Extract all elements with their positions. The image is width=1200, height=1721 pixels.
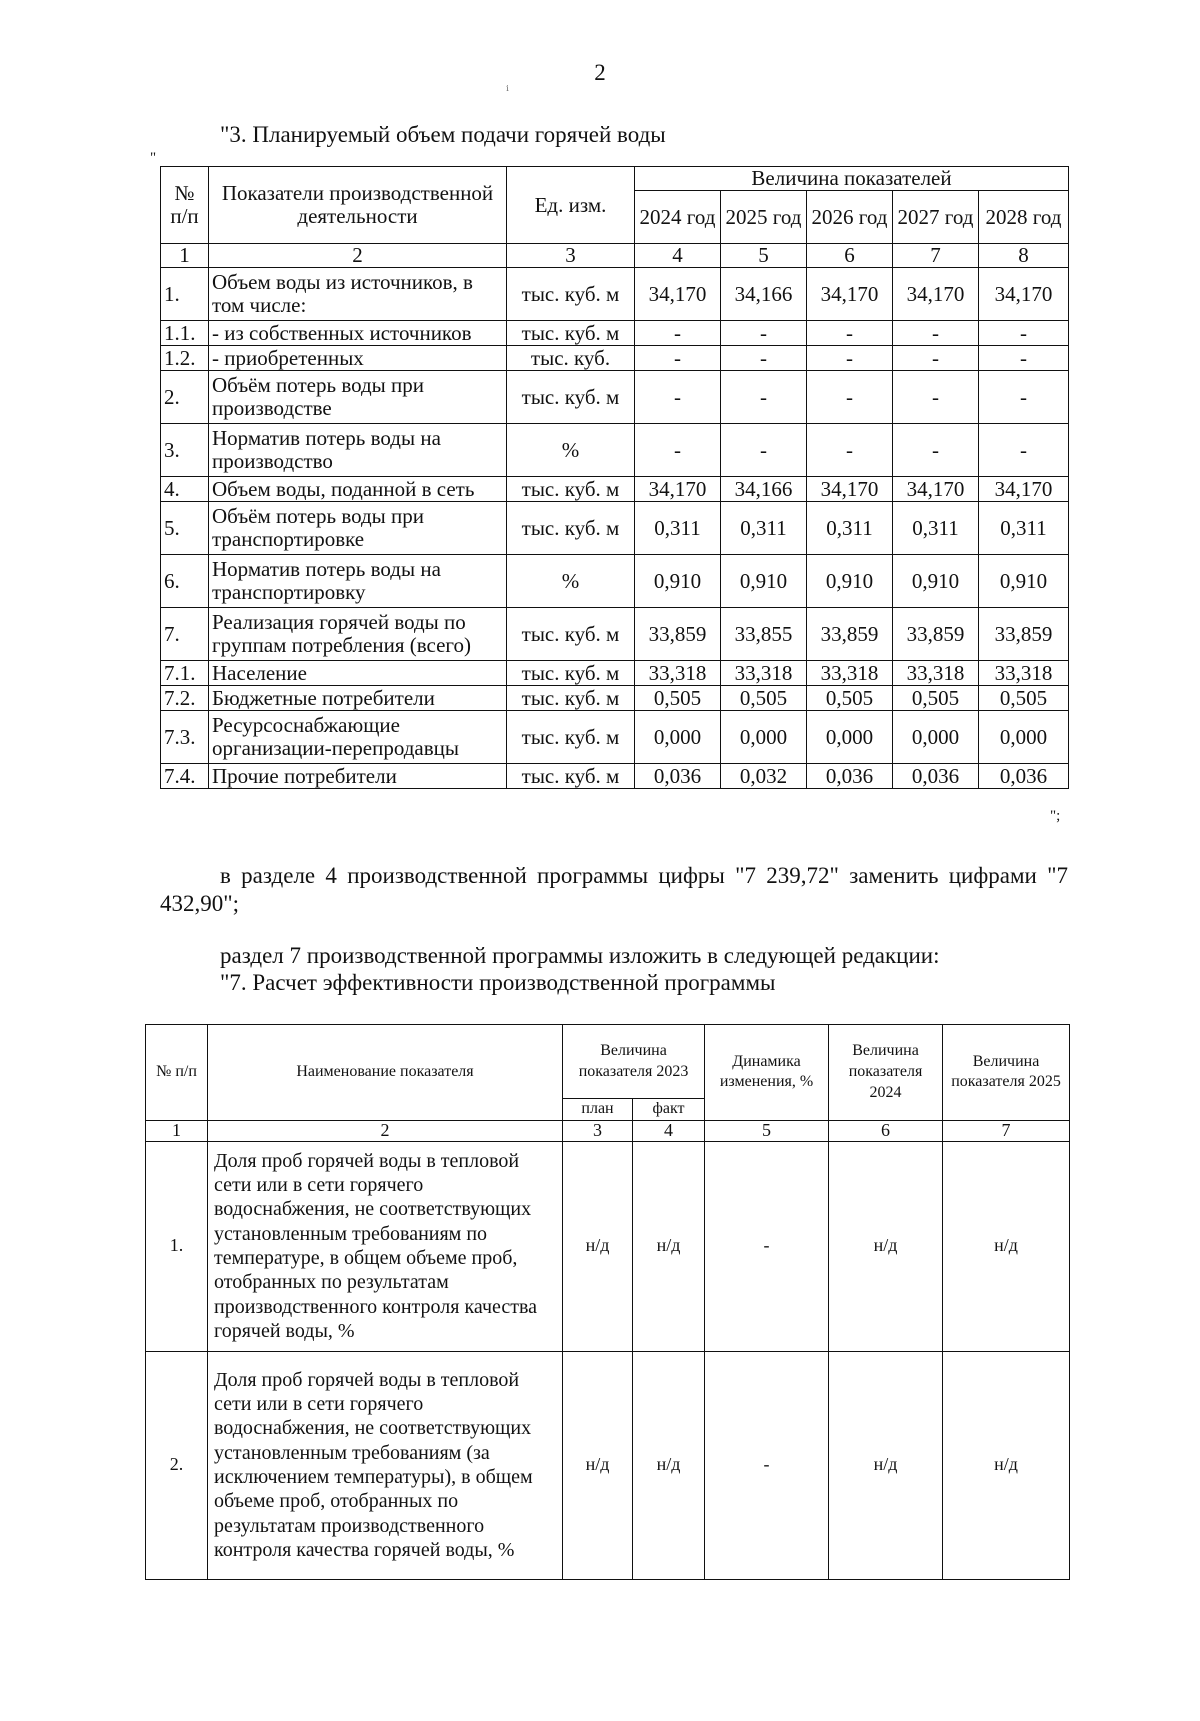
row-value: - bbox=[979, 424, 1069, 477]
col-number: 3 bbox=[507, 244, 635, 268]
row-num: 1. bbox=[161, 268, 209, 321]
row-num: 5. bbox=[161, 502, 209, 555]
table-row bbox=[161, 502, 1069, 555]
header-year: 2025 год bbox=[721, 191, 807, 244]
row-value: 0,000 bbox=[721, 711, 807, 764]
row-name: Население bbox=[209, 661, 507, 686]
row-value: - bbox=[807, 321, 893, 346]
stray-mark: ⁱ bbox=[506, 84, 510, 100]
row-unit: тыс. куб. м bbox=[507, 661, 635, 686]
row-value: 0,000 bbox=[893, 711, 979, 764]
col-number: 1 bbox=[161, 244, 209, 268]
col-number: 7 bbox=[893, 244, 979, 268]
header-num: № п/п bbox=[146, 1025, 208, 1121]
row-value: 0,505 bbox=[721, 686, 807, 711]
row-num: 3. bbox=[161, 424, 209, 477]
row-value: 34,170 bbox=[893, 268, 979, 321]
table-row bbox=[161, 477, 1069, 502]
col-number: 2 bbox=[209, 244, 507, 268]
header-year: 2024 год bbox=[635, 191, 721, 244]
row-value: 0,000 bbox=[979, 711, 1069, 764]
row-value: 0,036 bbox=[893, 764, 979, 789]
row-value: 0,000 bbox=[807, 711, 893, 764]
row-value: 0,910 bbox=[721, 555, 807, 608]
header-fact: факт bbox=[633, 1099, 705, 1121]
row-num: 1. bbox=[146, 1141, 208, 1351]
paragraph-section7-intro: раздел 7 производственной программы изложить в следующей редакции: bbox=[220, 943, 940, 968]
row-name: Доля проб горячей воды в тепловой сети или в сети горячего водоснабжения, не соответствующих установленным требованиям по температуре, в общем объеме проб, отобранных по результатам производственного контроля качества горячей воды, % bbox=[208, 1141, 563, 1351]
row-plan: н/д bbox=[563, 1351, 633, 1579]
row-value: 34,166 bbox=[721, 477, 807, 502]
row-fact: н/д bbox=[633, 1351, 705, 1579]
row-fact: н/д bbox=[633, 1141, 705, 1351]
row-name: Прочие потребители bbox=[209, 764, 507, 789]
row-value: 33,859 bbox=[979, 608, 1069, 661]
row-value: 0,910 bbox=[979, 555, 1069, 608]
col-number: 1 bbox=[146, 1120, 208, 1141]
header-dynamics: Динамика изменения, % bbox=[705, 1025, 829, 1121]
row-value: - bbox=[807, 371, 893, 424]
row-value: - bbox=[721, 321, 807, 346]
col-number: 4 bbox=[635, 244, 721, 268]
row-value: - bbox=[893, 424, 979, 477]
row-dynamics: - bbox=[705, 1351, 829, 1579]
row-value: 0,910 bbox=[807, 555, 893, 608]
row-value-2024: н/д bbox=[829, 1351, 943, 1579]
row-value-2024: н/д bbox=[829, 1141, 943, 1351]
section7-title: "7. Расчет эффективности производственной программы bbox=[220, 970, 776, 995]
row-value: 33,318 bbox=[721, 661, 807, 686]
row-unit: % bbox=[507, 555, 635, 608]
col-number: 6 bbox=[807, 244, 893, 268]
row-num: 6. bbox=[161, 555, 209, 608]
row-unit: тыс. куб. м bbox=[507, 711, 635, 764]
table-row bbox=[161, 346, 1069, 371]
row-value: - bbox=[893, 321, 979, 346]
header-value-2024: Величина показателя 2024 bbox=[829, 1025, 943, 1121]
row-value: - bbox=[893, 346, 979, 371]
row-value: 33,859 bbox=[893, 608, 979, 661]
row-value: - bbox=[979, 321, 1069, 346]
row-value: 34,166 bbox=[721, 268, 807, 321]
row-value: 0,311 bbox=[893, 502, 979, 555]
table-row bbox=[146, 1351, 1070, 1579]
row-value: - bbox=[635, 346, 721, 371]
row-name: - из собственных источников bbox=[209, 321, 507, 346]
row-value: - bbox=[979, 371, 1069, 424]
header-num: № п/п bbox=[161, 167, 209, 244]
row-value: 0,000 bbox=[635, 711, 721, 764]
row-num: 7.3. bbox=[161, 711, 209, 764]
row-value: - bbox=[721, 371, 807, 424]
row-value: - bbox=[893, 371, 979, 424]
row-name: Реализация горячей воды по группам потребления (всего) bbox=[209, 608, 507, 661]
header-year: 2028 год bbox=[979, 191, 1069, 244]
row-num: 7. bbox=[161, 608, 209, 661]
row-unit: тыс. куб. м bbox=[507, 502, 635, 555]
row-name: Ресурсоснабжающие организации-перепродавцы bbox=[209, 711, 507, 764]
row-unit: % bbox=[507, 424, 635, 477]
header-plan: план bbox=[563, 1099, 633, 1121]
row-value: 33,855 bbox=[721, 608, 807, 661]
row-num: 7.4. bbox=[161, 764, 209, 789]
table-row bbox=[161, 661, 1069, 686]
row-value: 0,505 bbox=[893, 686, 979, 711]
row-name: Норматив потерь воды на транспортировку bbox=[209, 555, 507, 608]
col-number: 5 bbox=[721, 244, 807, 268]
table-row bbox=[161, 555, 1069, 608]
row-name: Объём потерь воды при транспортировке bbox=[209, 502, 507, 555]
row-value: 34,170 bbox=[635, 268, 721, 321]
row-name: Доля проб горячей воды в тепловой сети или в сети горячего водоснабжения, не соответствующих установленным требованиям (за исключением температуры), в общем объеме проб, отобранных по результатам производственного контроля качества горячей воды, % bbox=[208, 1351, 563, 1579]
header-indicator: Показатели производственной деятельности bbox=[209, 167, 507, 244]
row-value: 33,318 bbox=[807, 661, 893, 686]
row-value: 34,170 bbox=[893, 477, 979, 502]
col-number: 7 bbox=[943, 1120, 1070, 1141]
row-value: - bbox=[979, 346, 1069, 371]
row-value: - bbox=[807, 424, 893, 477]
row-value: 0,910 bbox=[893, 555, 979, 608]
row-num: 2. bbox=[146, 1351, 208, 1579]
row-value: 0,311 bbox=[807, 502, 893, 555]
row-value: 0,910 bbox=[635, 555, 721, 608]
table-row bbox=[161, 371, 1069, 424]
row-value: 0,036 bbox=[979, 764, 1069, 789]
header-value-group: Величина показателей bbox=[635, 167, 1069, 191]
header-unit: Ед. изм. bbox=[507, 167, 635, 244]
row-name: - приобретенных bbox=[209, 346, 507, 371]
row-value: 0,311 bbox=[721, 502, 807, 555]
row-value: 0,311 bbox=[979, 502, 1069, 555]
table-row bbox=[161, 711, 1069, 764]
row-value: - bbox=[635, 424, 721, 477]
table-row bbox=[161, 764, 1069, 789]
table-row bbox=[161, 321, 1069, 346]
row-unit: тыс. куб. м bbox=[507, 477, 635, 502]
row-value: 0,505 bbox=[979, 686, 1069, 711]
section3-title: "3. Планируемый объем подачи горячей воды bbox=[220, 122, 666, 147]
header-value-2025: Величина показателя 2025 bbox=[943, 1025, 1070, 1121]
col-number: 5 bbox=[705, 1120, 829, 1141]
row-value: 0,036 bbox=[635, 764, 721, 789]
table-row bbox=[161, 608, 1069, 661]
hot-water-supply-table bbox=[160, 166, 1069, 789]
row-value: 0,036 bbox=[807, 764, 893, 789]
row-value: 0,505 bbox=[807, 686, 893, 711]
row-unit: тыс. куб. м bbox=[507, 608, 635, 661]
row-value: 0,505 bbox=[635, 686, 721, 711]
row-value: 33,859 bbox=[635, 608, 721, 661]
row-unit: тыс. куб. м bbox=[507, 321, 635, 346]
row-value: - bbox=[635, 321, 721, 346]
table-row bbox=[146, 1141, 1070, 1351]
paragraph-section4-amendment: в разделе 4 производственной программы цифры "7 239,72" заменить цифрами "7 432,90"; bbox=[160, 863, 1068, 916]
row-value: 34,170 bbox=[635, 477, 721, 502]
row-num: 4. bbox=[161, 477, 209, 502]
row-value: 33,318 bbox=[893, 661, 979, 686]
row-plan: н/д bbox=[563, 1141, 633, 1351]
row-value: 0,032 bbox=[721, 764, 807, 789]
header-value-2023: Величина показателя 2023 bbox=[563, 1025, 705, 1099]
row-name: Норматив потерь воды на производство bbox=[209, 424, 507, 477]
row-dynamics: - bbox=[705, 1141, 829, 1351]
row-value: - bbox=[721, 346, 807, 371]
header-year: 2026 год bbox=[807, 191, 893, 244]
page-number: 2 bbox=[594, 60, 606, 85]
efficiency-table bbox=[145, 1024, 1070, 1580]
row-unit: тыс. куб. м bbox=[507, 764, 635, 789]
row-num: 2. bbox=[161, 371, 209, 424]
stray-quote-mark: " bbox=[150, 150, 157, 166]
row-value-2025: н/д bbox=[943, 1351, 1070, 1579]
row-name: Объём потерь воды при производстве bbox=[209, 371, 507, 424]
row-value: 33,318 bbox=[635, 661, 721, 686]
row-value: 33,859 bbox=[807, 608, 893, 661]
col-number: 2 bbox=[208, 1120, 563, 1141]
row-unit: тыс. куб. м bbox=[507, 686, 635, 711]
table-end-quote: "; bbox=[1050, 808, 1061, 824]
row-value: 34,170 bbox=[979, 268, 1069, 321]
row-name: Объем воды, поданной в сеть bbox=[209, 477, 507, 502]
header-name: Наименование показателя bbox=[208, 1025, 563, 1121]
row-value-2025: н/д bbox=[943, 1141, 1070, 1351]
row-value: - bbox=[807, 346, 893, 371]
col-number: 6 bbox=[829, 1120, 943, 1141]
row-value: 34,170 bbox=[807, 268, 893, 321]
row-value: 33,318 bbox=[979, 661, 1069, 686]
row-value: 34,170 bbox=[807, 477, 893, 502]
table-row bbox=[161, 686, 1069, 711]
row-unit: тыс. куб. м bbox=[507, 371, 635, 424]
row-num: 7.2. bbox=[161, 686, 209, 711]
table-row bbox=[161, 424, 1069, 477]
row-value: 34,170 bbox=[979, 477, 1069, 502]
col-number: 8 bbox=[979, 244, 1069, 268]
row-value: 0,311 bbox=[635, 502, 721, 555]
row-value: - bbox=[635, 371, 721, 424]
row-unit: тыс. куб. м bbox=[507, 268, 635, 321]
row-num: 7.1. bbox=[161, 661, 209, 686]
row-num: 1.2. bbox=[161, 346, 209, 371]
row-name: Объем воды из источников, в том числе: bbox=[209, 268, 507, 321]
col-number: 3 bbox=[563, 1120, 633, 1141]
row-name: Бюджетные потребители bbox=[209, 686, 507, 711]
row-num: 1.1. bbox=[161, 321, 209, 346]
table-row bbox=[161, 268, 1069, 321]
header-year: 2027 год bbox=[893, 191, 979, 244]
col-number: 4 bbox=[633, 1120, 705, 1141]
row-unit: тыс. куб. bbox=[507, 346, 635, 371]
row-value: - bbox=[721, 424, 807, 477]
